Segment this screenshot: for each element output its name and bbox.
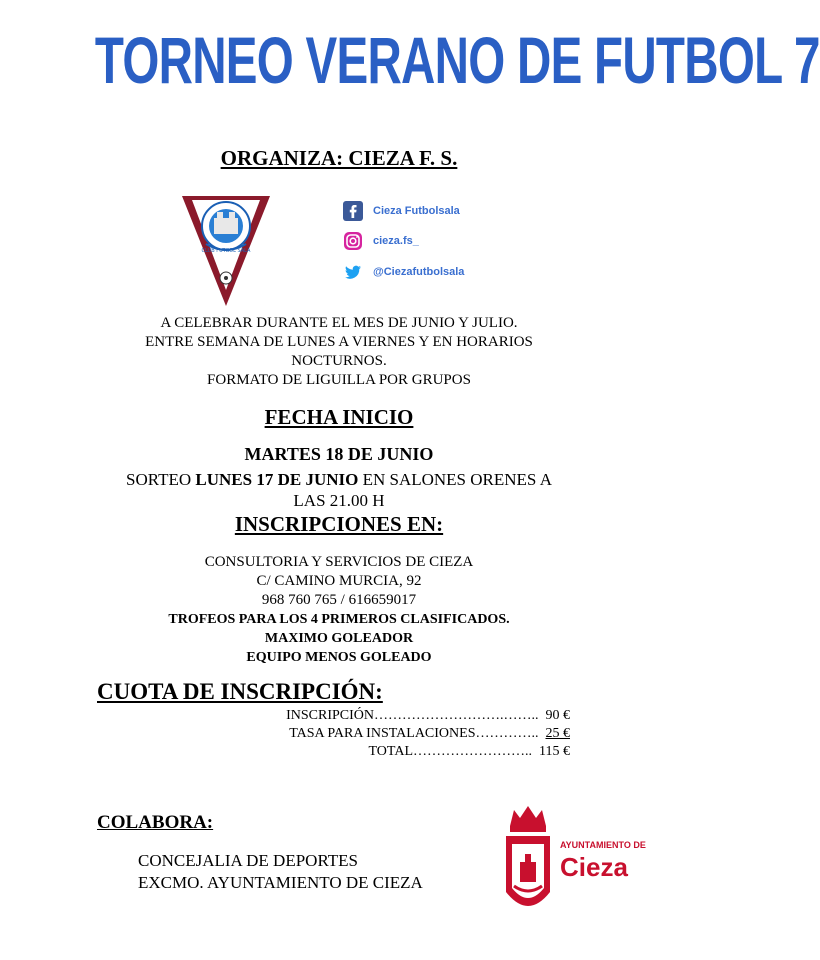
registration-heading: INSCRIPCIONES EN:	[234, 512, 444, 536]
social-instagram[interactable]	[343, 231, 419, 251]
fee-heading: CUOTA DE INSCRIPCIÓN:	[97, 679, 383, 704]
draw-suffix: EN SALONES ORENES A	[358, 470, 552, 489]
start-date: MARTES 18 DE JUNIO	[244, 444, 434, 464]
fee-label: TOTAL……………………..	[368, 744, 533, 759]
collaborators-heading: COLABORA:	[97, 812, 214, 833]
phone-numbers: 968 760 765 / 616659017	[261, 592, 417, 608]
fee-amount: 90 €	[545, 708, 570, 723]
ayuntamiento-logo-icon	[502, 800, 652, 922]
twitter-icon	[343, 262, 363, 282]
draw-info	[0, 469, 678, 511]
social-facebook[interactable]	[343, 201, 460, 221]
intro-text	[0, 314, 678, 390]
instagram-icon	[343, 231, 363, 251]
fee-amount: 25 €	[545, 726, 570, 741]
prize-line: EQUIPO MENOS GOLEADO	[246, 650, 432, 665]
intro-line: FORMATO DE LIGUILLA POR GRUPOS	[207, 372, 471, 388]
intro-line: A CELEBRAR DURANTE EL MES DE JUNIO Y JULIO.	[160, 315, 518, 331]
crest-label: CLUB FUTBOL SALA	[201, 248, 251, 254]
fee-row	[150, 708, 570, 724]
fee-label: INSCRIPCIÓN……………………….……..	[286, 708, 539, 723]
collaborators-list	[138, 850, 423, 894]
ayto-line1: AYUNTAMIENTO DE	[560, 840, 646, 850]
address-line: C/ CAMINO MURCIA, 92	[256, 573, 422, 589]
registration-address	[0, 553, 678, 610]
poster-title: TORNEO VERANO DE FUTBOL 7	[94, 23, 820, 97]
draw-prefix: SORTEO	[126, 470, 196, 489]
club-crest-icon	[180, 192, 272, 310]
address-line: CONSULTORIA Y SERVICIOS DE CIEZA	[204, 554, 474, 570]
prize-line: TROFEOS PARA LOS 4 PRIMEROS CLASIFICADOS.	[168, 612, 510, 627]
fee-amount: 115 €	[539, 744, 570, 759]
intro-line: ENTRE SEMANA DE LUNES A VIERNES Y EN HORARIOS	[145, 334, 533, 350]
social-twitter[interactable]	[343, 262, 464, 282]
prize-line: MAXIMO GOLEADOR	[264, 631, 414, 646]
collaborator: CONCEJALIA DE DEPORTES	[138, 851, 358, 870]
instagram-handle: cieza.fs_	[373, 235, 419, 247]
ayto-line2: Cieza	[560, 852, 628, 882]
collaborator: EXCMO. AYUNTAMIENTO DE CIEZA	[138, 873, 423, 892]
prizes	[0, 610, 678, 667]
intro-line: NOCTURNOS.	[291, 353, 387, 369]
organizer-heading: ORGANIZA: CIEZA F. S.	[220, 146, 458, 170]
draw-date: LUNES 17 DE JUNIO	[195, 470, 359, 489]
facebook-handle: Cieza Futbolsala	[373, 205, 460, 217]
fee-label: TASA PARA INSTALACIONES…………..	[289, 726, 539, 741]
facebook-icon	[343, 201, 363, 221]
start-date-heading: FECHA INICIO	[264, 405, 414, 429]
twitter-handle: @Ciezafutbolsala	[373, 266, 465, 278]
fee-row	[150, 726, 570, 742]
fee-row	[150, 744, 570, 760]
draw-time: LAS 21.00 H	[293, 491, 385, 510]
